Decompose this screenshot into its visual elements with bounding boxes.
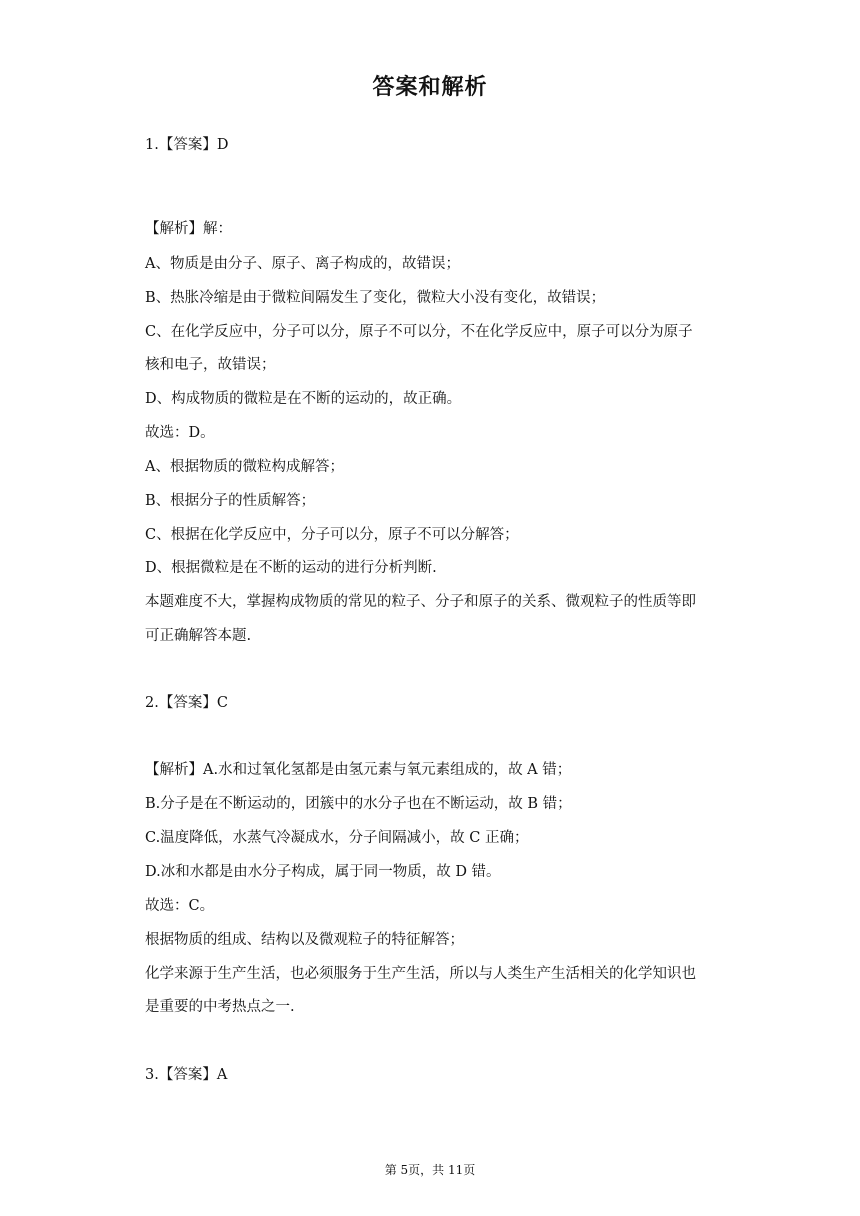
q2-line-2: B.分子是在不断运动的，团簇中的水分子也在不断运动，故 B 错； — [145, 796, 572, 812]
q1-line-1: A、物质是由分子、原子、离子构成的，故错误； — [145, 256, 460, 272]
q2-line-1: 【解析】A.水和过氧化氢都是由氢元素与氧元素组成的，故 A 错； — [145, 762, 572, 778]
q1-line-3: C、在化学反应中，分子可以分，原子不可以分，不在化学反应中，原子可以分为原子 — [145, 324, 693, 340]
q2-answer: 2.【答案】C — [145, 695, 228, 711]
q1-line-10: D、根据微粒是在不断的运动的进行分析判断. — [145, 560, 437, 576]
q2-line-6: 根据物质的组成、结构以及微观粒子的特征解答； — [145, 932, 464, 948]
q2-line-7: 化学来源于生产生活，也必须服务于生产生活，所以与人类生产生活相关的化学知识也 — [145, 966, 696, 982]
q1-line-12: 可正确解答本题. — [145, 628, 252, 644]
q2-line-4: D.冰和水都是由水分子构成，属于同一物质，故 D 错。 — [145, 864, 501, 880]
q2-line-5: 故选：C。 — [145, 898, 215, 914]
q3-answer: 3.【答案】A — [145, 1067, 228, 1083]
q1-line-4: 核和电子，故错误； — [145, 357, 276, 373]
q2-line-3: C.温度降低，水蒸气冷凝成水，分子间隔减小，故 C 正确； — [145, 830, 529, 846]
q1-line-7: A、根据物质的微粒构成解答； — [145, 459, 344, 475]
q1-line-9: C、根据在化学反应中，分子可以分，原子不可以分解答； — [145, 527, 519, 543]
q1-answer: 1.【答案】D — [145, 137, 229, 153]
q1-line-2: B、热胀冷缩是由于微粒间隔发生了变化，微粒大小没有变化，故错误； — [145, 290, 606, 306]
q1-line-11: 本题难度不大，掌握构成物质的常见的粒子、分子和原子的关系、微观粒子的性质等即 — [145, 594, 696, 610]
q2-line-8: 是重要的中考热点之一. — [145, 999, 295, 1015]
page-title: 答案和解析 — [372, 75, 488, 100]
q1-line-6: 故选：D。 — [145, 425, 215, 441]
page-footer: 第 5页，共 11页 — [384, 1163, 476, 1177]
q1-line-8: B、根据分子的性质解答； — [145, 493, 316, 509]
q1-line-5: D、构成物质的微粒是在不断的运动的，故正确。 — [145, 391, 462, 407]
q1-analysis-head: 【解析】解： — [145, 221, 232, 237]
